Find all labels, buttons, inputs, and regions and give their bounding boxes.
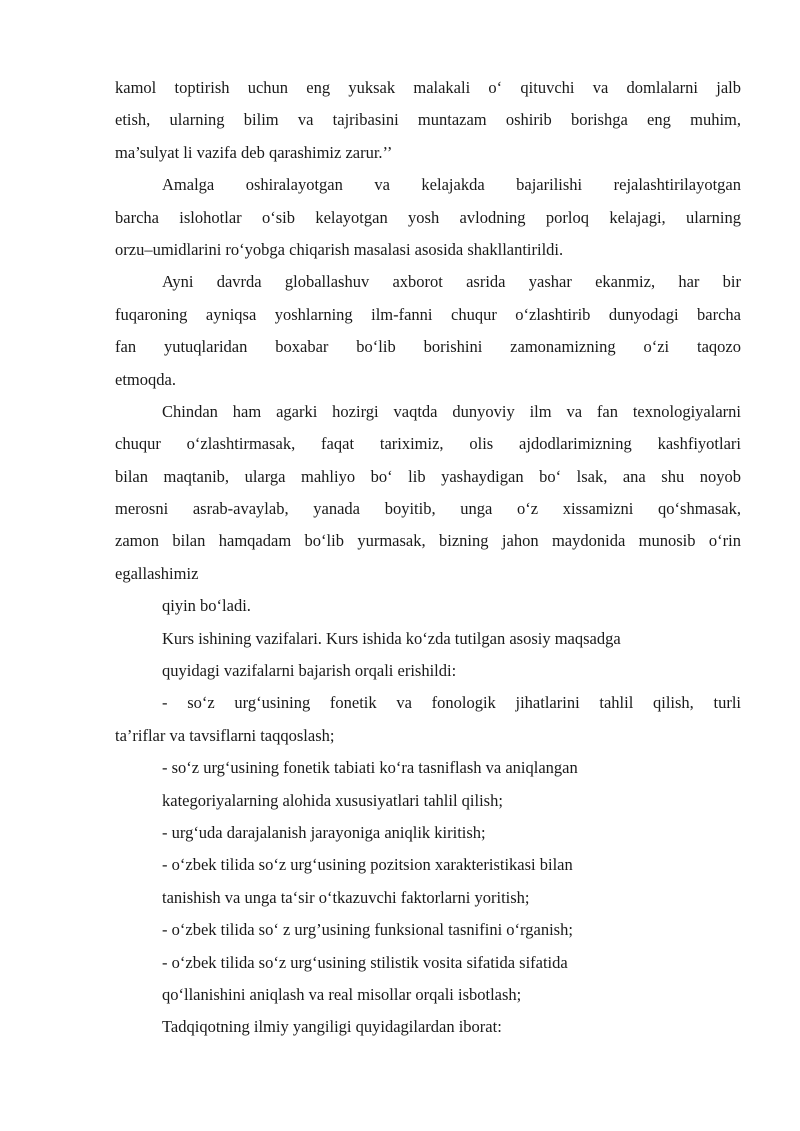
text-line: merosni asrab-avaylab, yanada boyitib, unga o‘z xissamizni qo‘shmasak, [115, 499, 741, 519]
text-line: etmoqda. [115, 369, 176, 389]
text-line: barcha islohotlar o‘sib kelayotgan yosh avlodning porloq kelajagi, ularning [115, 207, 741, 227]
text-line: orzu–umidlarini ro‘yobga chiqarish masalasi asosida shakllantirildi. [115, 239, 564, 259]
list-item-line: - so‘z urg‘usining fonetik tabiati ko‘ra tasniflash va aniqlangan [162, 758, 578, 778]
list-item-line: - o‘zbek tilida so‘z urg‘usining pozitsion xarakteristikasi bilan [162, 855, 573, 875]
text-line: fan yutuqlaridan boxabar bo‘lib borishini zamonamizning o‘zi taqozo [115, 337, 741, 357]
list-item-line: - urg‘uda darajalanish jarayoniga aniqlik kiritish; [162, 822, 486, 842]
text-line: ma’sulyat li vazifa deb qarashimiz zarur.’’ [115, 142, 393, 162]
text-line: bilan maqtanib, ularga mahliyo bo‘ lib yashaydigan bo‘ lsak, ana shu noyob [115, 466, 741, 486]
text-line: chuqur o‘zlashtirmasak, faqat tariximiz, olis ajdodlarimizning kashfiyotlari [115, 434, 741, 454]
text-line: qo‘llanishini aniqlash va real misollar orqali isbotlash; [162, 984, 522, 1004]
body-text [115, 72, 741, 1044]
text-line: quyidagi vazifalarni bajarish orqali erishildi: [162, 661, 457, 681]
text-line: kategoriyalarning alohida xususiyatlari tahlil qilish; [162, 790, 503, 810]
list-item-line: - so‘z urg‘usining fonetik va fonologik jihatlarini tahlil qilish, turli [162, 693, 741, 713]
list-item-line: - o‘zbek tilida so‘z urg‘usining stilistik vosita sifatida sifatida [162, 952, 568, 972]
text-line: ta’riflar va tavsiflarni taqqoslash; [115, 725, 335, 745]
text-line: egallashimiz [115, 563, 199, 583]
list-item-line: - o‘zbek tilida so‘ z urg’usining funksional tasnifini o‘rganish; [162, 920, 573, 940]
text-line: etish, ularning bilim va tajribasini muntazam oshirib borishga eng muhim, [115, 110, 741, 130]
text-line: Tadqiqotning ilmiy yangiligi quyidagilardan iborat: [162, 1017, 502, 1037]
text-line: tanishish va unga ta‘sir o‘tkazuvchi faktorlarni yoritish; [162, 887, 530, 907]
section-heading-line: Kurs ishining vazifalari. Kurs ishida ko‘zda tutilgan asosiy maqsadga [162, 628, 621, 648]
text-line: zamon bilan hamqadam bo‘lib yurmasak, bizning jahon maydonida munosib o‘rin [115, 531, 741, 551]
paragraph-start-line: Amalga oshiralayotgan va kelajakda bajarilishi rejalashtirilayotgan [162, 175, 741, 195]
text-line: qiyin bo‘ladi. [162, 596, 251, 616]
text-line: fuqaroning ayniqsa yoshlarning ilm-fanni chuqur o‘zlashtirib dunyodagi barcha [115, 304, 741, 324]
text-line: kamol toptirish uchun eng yuksak malakali o‘ qituvchi va domlalarni jalb [115, 78, 741, 97]
paragraph-start-line: Ayni davrda globallashuv axborot asrida yashar ekanmiz, har bir [162, 272, 741, 292]
paragraph-start-line: Chindan ham agarki hozirgi vaqtda dunyoviy ilm va fan texnologiyalarni [162, 401, 741, 421]
